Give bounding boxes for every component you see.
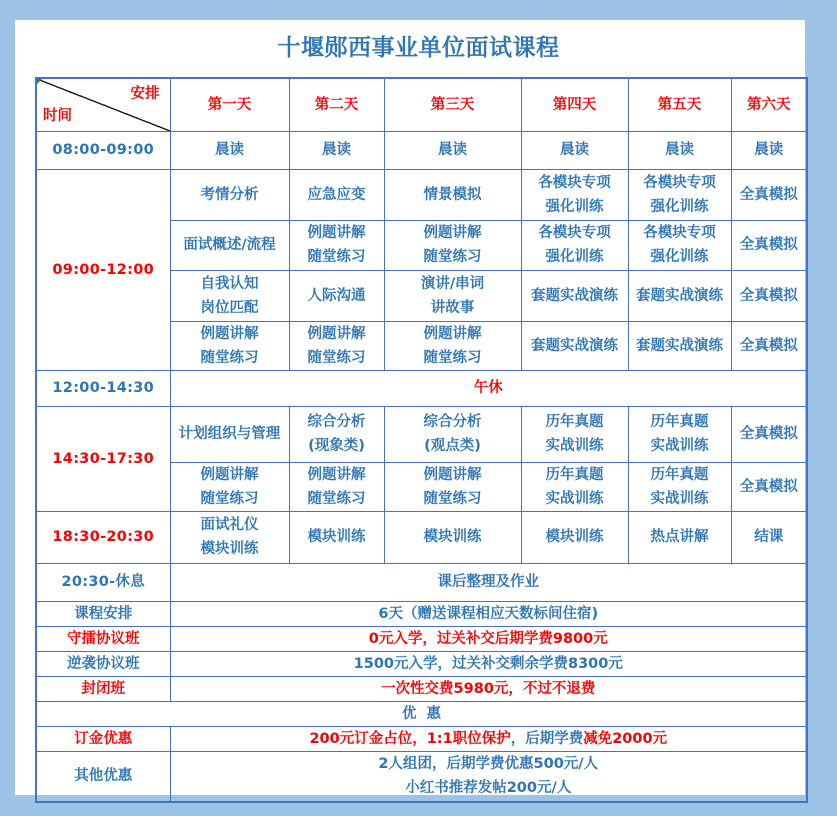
info-value: 一次性交费5980元，不过不退费 [170,676,807,701]
info-label: 守擂协议班 [36,626,170,651]
schedule-cell: 综合分析 (观点类) [384,406,521,462]
corner-label-time: 时间 [43,107,72,124]
schedule-cell: 历年真题 实战训练 [521,406,628,462]
schedule-cell: 例题讲解 随堂练习 [289,462,384,511]
schedule-table [35,77,808,803]
schedule-cell: 套题实战演练 [521,270,628,321]
schedule-cell: 全真模拟 [731,270,807,321]
time-slot-cell: 08:00-09:00 [36,131,170,169]
schedule-cell: 人际沟通 [289,270,384,321]
header-row [36,78,807,131]
schedule-cell: 例题讲解 随堂练习 [289,220,384,270]
time-slot-cell: 18:30-20:30 [36,511,170,563]
discount-header: 优 惠 [36,701,807,726]
info-label: 逆袭协议班 [36,651,170,676]
info-row-closed-class [36,676,807,701]
schedule-cell: 演讲/串词 讲故事 [384,270,521,321]
homework-cell: 课后整理及作业 [170,563,807,601]
info-value: 1500元入学，过关补交剩余学费8300元 [170,651,807,676]
schedule-cell: 例题讲解 随堂练习 [384,462,521,511]
schedule-cell: 历年真题 实战训练 [628,462,731,511]
schedule-cell: 应急应变 [289,169,384,220]
info-label: 封闭班 [36,676,170,701]
table-row [36,406,807,462]
lunch-break-cell: 午休 [170,370,807,406]
schedule-cell: 各模块专项 强化训练 [521,220,628,270]
schedule-cell: 全真模拟 [731,462,807,511]
schedule-cell: 自我认知 岗位匹配 [170,270,289,321]
schedule-cell: 全真模拟 [731,169,807,220]
schedule-cell: 各模块专项 强化训练 [521,169,628,220]
info-row-deposit [36,726,807,751]
table-row [36,169,807,220]
cell-comment-marker [37,79,42,84]
deposit-part-3: ，后期学费 [510,730,584,747]
schedule-cell: 例题讲解 随堂练习 [170,462,289,511]
deposit-part-4: 减免2000元 [583,730,668,747]
schedule-cell: 套题实战演练 [628,321,731,370]
time-slot-cell: 20:30-休息 [36,563,170,601]
schedule-cell: 例题讲解 随堂练习 [170,321,289,370]
schedule-cell: 历年真题 实战训练 [521,462,628,511]
day-header-1: 第一天 [170,78,289,131]
table-row [36,370,807,406]
schedule-cell: 考情分析 [170,169,289,220]
corner-header-cell [36,78,170,131]
schedule-cell: 计划组织与管理 [170,406,289,462]
info-row-other-discount [36,751,807,802]
other-discount-line: 小红书推荐发帖200元/人 [405,780,572,797]
schedule-cell: 晨读 [521,131,628,169]
info-label: 订金优惠 [36,726,170,751]
page-title: 十堰郧西事业单位面试课程 [277,35,560,61]
info-value: 0元入学，过关补交后期学费9800元 [170,626,807,651]
deposit-part-2: 1:1职位保护 [426,730,511,747]
schedule-cell: 热点讲解 [628,511,731,563]
corner-label-arrangement: 安排 [130,86,160,102]
schedule-cell: 面试礼仪 模块训练 [170,511,289,563]
schedule-cell: 全真模拟 [731,406,807,462]
time-slot-cell: 09:00-12:00 [36,169,170,370]
time-slot-cell: 12:00-14:30 [36,370,170,406]
deposit-part-1: 200元订金占位， [309,730,427,747]
schedule-cell: 模块训练 [521,511,628,563]
schedule-cell: 全真模拟 [731,220,807,270]
table-row [36,563,807,601]
info-value [170,726,807,751]
info-row-course-plan [36,601,807,626]
day-header-3: 第三天 [384,78,521,131]
day-header-6: 第六天 [731,78,807,131]
schedule-cell: 例题讲解 随堂练习 [384,321,521,370]
schedule-cell: 例题讲解 随堂练习 [384,220,521,270]
day-header-4: 第四天 [521,78,628,131]
other-discount-line: 2人组团，后期学费优惠500元/人 [378,756,599,773]
schedule-cell: 模块训练 [289,511,384,563]
schedule-cell: 结课 [731,511,807,563]
schedule-cell: 例题讲解 随堂练习 [289,321,384,370]
schedule-cell: 综合分析 (现象类) [289,406,384,462]
info-row-comeback-class [36,651,807,676]
schedule-cell: 套题实战演练 [628,270,731,321]
info-row-guard-class [36,626,807,651]
schedule-cell: 晨读 [628,131,731,169]
info-label: 课程安排 [36,601,170,626]
schedule-cell: 面试概述/流程 [170,220,289,270]
schedule-cell: 情景模拟 [384,169,521,220]
schedule-cell: 各模块专项 强化训练 [628,220,731,270]
discount-header-row [36,701,807,726]
schedule-cell: 晨读 [170,131,289,169]
schedule-cell: 模块训练 [384,511,521,563]
schedule-cell: 全真模拟 [731,321,807,370]
schedule-cell: 历年真题 实战训练 [628,406,731,462]
table-row [36,511,807,563]
info-value: 6天（赠送课程相应天数标间住宿) [170,601,807,626]
time-slot-cell: 14:30-17:30 [36,406,170,511]
table-row [36,131,807,169]
day-header-2: 第二天 [289,78,384,131]
schedule-cell: 晨读 [731,131,807,169]
info-label: 其他优惠 [36,751,170,802]
day-header-5: 第五天 [628,78,731,131]
info-value [170,751,807,802]
schedule-cell: 晨读 [289,131,384,169]
schedule-cell: 各模块专项 强化训练 [628,169,731,220]
schedule-cell: 套题实战演练 [521,321,628,370]
schedule-cell: 晨读 [384,131,521,169]
